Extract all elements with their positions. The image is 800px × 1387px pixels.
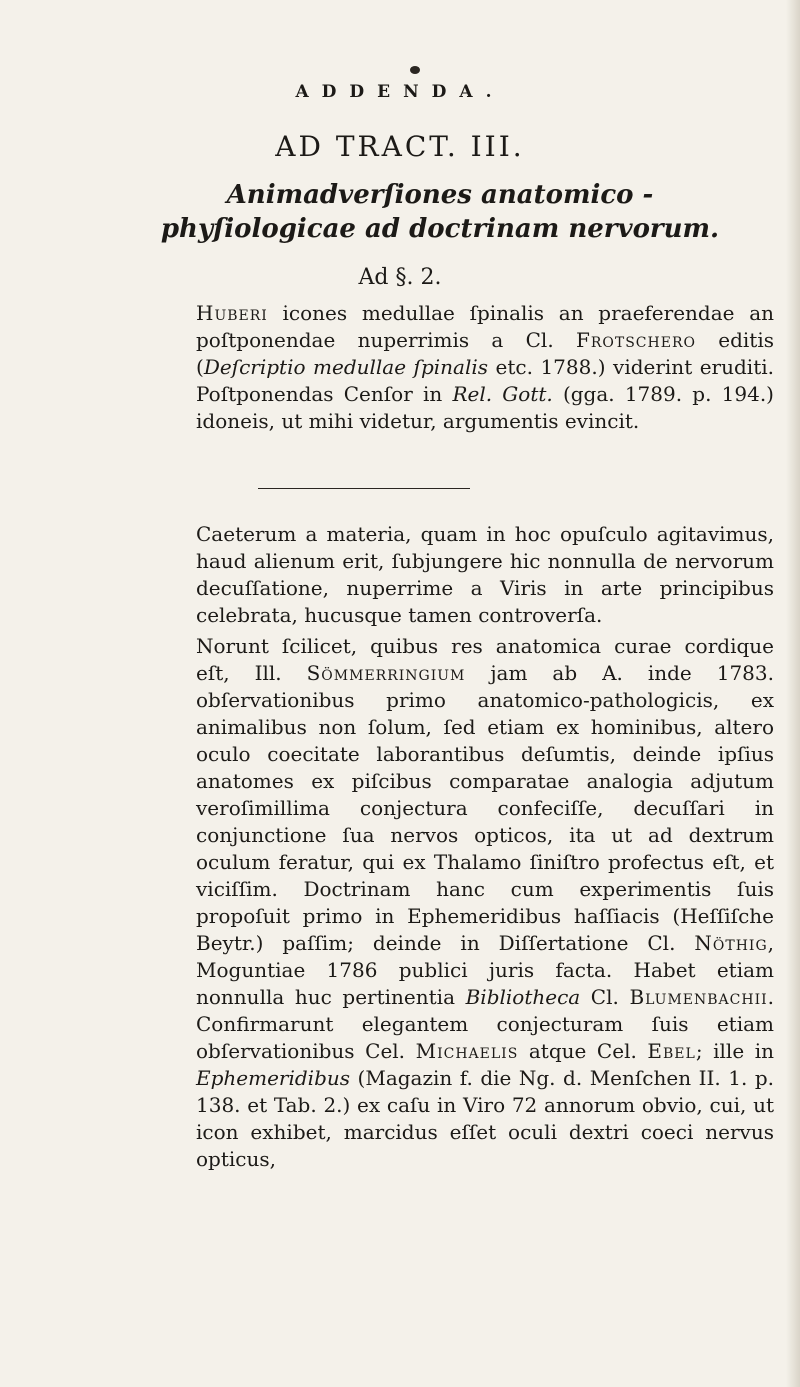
author-name: Frotschero <box>575 328 696 352</box>
journal-title: Ephemeridibus <box>196 1066 351 1090</box>
paragraph-huberi <box>196 300 774 435</box>
tract-title: AD TRACT. III. <box>275 130 525 163</box>
text-run: jam ab A. inde 1783. obſervationibus primo anatomico-pathologicis, ex animalibus non ſolum, ſed etiam ex hominibus, altero oculo coecitate laborantibus deſumtis, deinde ipſius anatomes ex piſcibus comparatae analogia adjutum veroſimillima conjectura confeciſſe, decuſſari in conjunctione ſua nervos opticos, ita ut ad dextrum oculum feratur, qui ex Thalamo ſiniſtro profectus eſt, et viciſſim. Doctrinam hanc cum experimentis ſuis propoſuit primo in Ephemeridibus haſſiacis (Heſſiſche Beytr.) paſſim; deinde in Diſſertatione Cl. <box>196 661 774 955</box>
author-name: Nöthig <box>694 931 768 955</box>
author-name: Michaelis <box>415 1039 519 1063</box>
ink-mark <box>410 66 420 74</box>
text-run: etc. 1788.) viderint eruditi. Poſtponendas Cenſor in <box>196 355 774 406</box>
text-run: atque Cel. <box>518 1039 648 1063</box>
text-run: ; ille in <box>695 1039 775 1063</box>
section-divider <box>258 488 470 489</box>
journal-title: Rel. Gott. <box>452 382 553 406</box>
text-run: . Confirmarunt elegantem conjecturam ſuis etiam obſervationibus Cel. <box>196 985 775 1063</box>
paragraph-text: Caeterum a materia, quam in hoc opuſculo agitavimus, haud alienum erit, ſubjungere hic nonnulla de nervorum decuſſatione, nuperrime a Viris in arte principibus celebrata, hucusque tamen controverſa. <box>196 522 774 627</box>
author-name: Huberi <box>196 301 268 325</box>
text-run: , Moguntiae 1786 publici juris facta. Habet etiam nonnulla huc pertinentia <box>196 931 774 1009</box>
author-name: Ebel <box>647 1039 696 1063</box>
text-run: Cl. <box>580 985 630 1009</box>
work-title: Deſcriptio medullae ſpinalis <box>203 355 489 379</box>
text-run: editis ( <box>196 328 774 379</box>
text-run: Norunt ſcilicet, quibus res anatomica curae cordique eſt, Ill. <box>196 634 774 685</box>
author-name: Blumenbachii <box>629 985 768 1009</box>
text-run: (Magazin f. die Ng. d. Menſchen II. 1. p. 138. et Tab. 2.) ex caſu in Viro 72 annorum obvio, cui, ut icon exhibet, marcidus eſſet oculi dextri coeci nervus opticus, <box>196 1066 774 1171</box>
text-run: icones medullae ſpinalis an praeferendae an poſtponendae nuperrimis a Cl. <box>196 301 774 352</box>
author-name: Sömmerringium <box>306 661 466 685</box>
journal-title: Bibliotheca <box>465 985 581 1009</box>
paragraph-caeterum <box>196 521 774 629</box>
page-edge-shadow <box>786 0 800 1387</box>
section-reference: Ad §. 2. <box>358 265 442 290</box>
subtitle: Animadverſiones anatomico - phyſiologicae ad doctrinam nervorum. <box>160 180 720 244</box>
text-run: (gga. 1789. p. 194.) idoneis, ut mihi videtur, argumentis evincit. <box>196 382 774 433</box>
running-head: ADDENDA. <box>295 82 505 102</box>
paragraph-norunt <box>196 633 774 1173</box>
